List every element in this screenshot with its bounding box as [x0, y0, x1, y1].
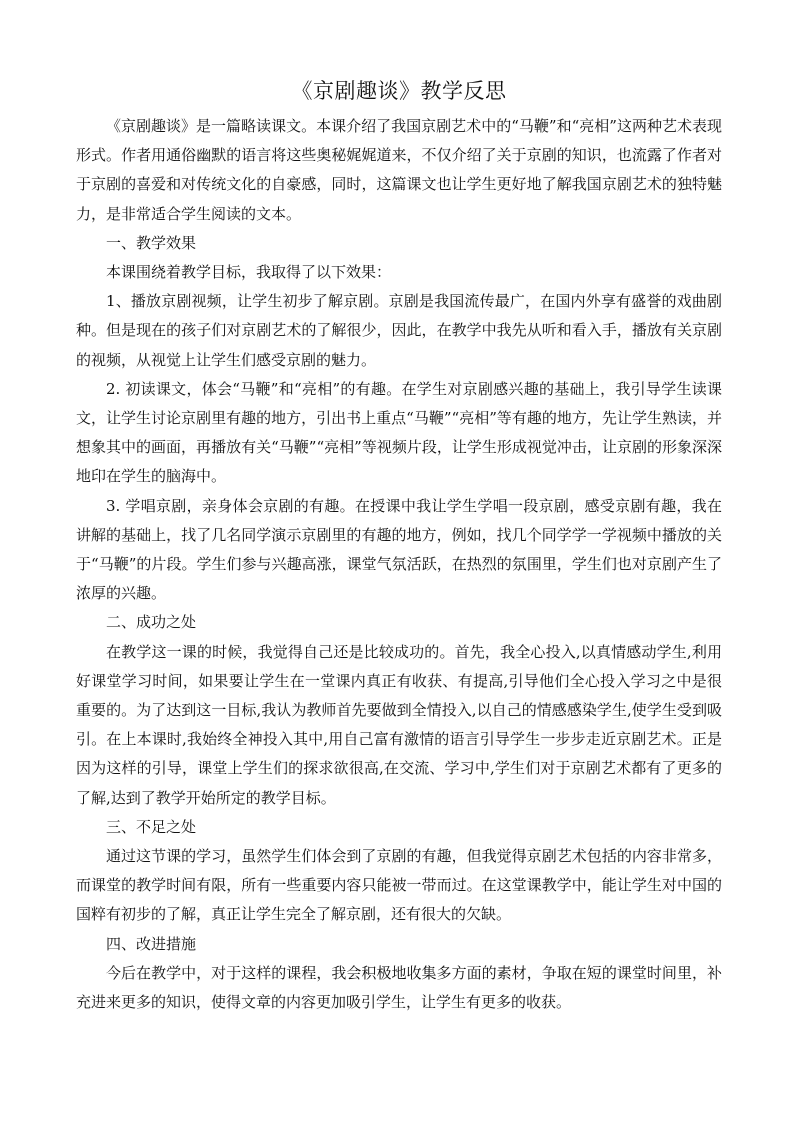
- document-title: 《京剧趣谈》教学反思: [291, 79, 507, 103]
- section4-paragraph: 今后在教学中，对于这样的课程，我会积极地收集多方面的素材，争取在短的课堂时间里，补充进来更多的知识，使得文章的内容更加吸引学生，让学生有更多的收获。: [76, 963, 722, 1012]
- section1-item-3: 3. 学唱京剧，亲身体会京剧的有趣。在授课中我让学生学唱一段京剧，感受京剧有趣，我在讲解的基础上，找了几名同学演示京剧里的有趣的地方，例如，找几个同学学一学视频中播放的关于“马鞭”的片段。学生们参与兴趣高涨，课堂气氛活跃，在热烈的氛围里，学生们也对京剧产生了浓厚的兴趣。: [76, 496, 722, 603]
- intro-paragraph: 《京剧趣谈》是一篇略读课文。本课介绍了我国京剧艺术中的“马鞭”和“亮相”这两种艺术表现形式。作者用通俗幽默的语言将这些奥秘娓娓道来，不仅介绍了关于京剧的知识，也流露了作者对于京剧的喜爱和对传统文化的自豪感，同时，这篇课文也让学生更好地了解我国京剧艺术的独特魅力，是非常适合学生阅读的文本。: [76, 117, 722, 223]
- section3-paragraph: 通过这节课的学习，虽然学生们体会到了京剧的有趣，但我觉得京剧艺术包括的内容非常多，而课堂的教学时间有限，所有一些重要内容只能被一带而过。在这堂课教学中，能让学生对中国的国粹有初步的了解，真正让学生完全了解京剧，还有很大的欠缺。: [76, 847, 722, 924]
- section1-lead-paragraph: 本课围绕着教学目标，我取得了以下效果：: [106, 263, 392, 282]
- section1-item-2: 2. 初读课文，体会“马鞭”和“亮相”的有趣。在学生对京剧感兴趣的基础上，我引导学生读课文，让学生讨论京剧里有趣的地方，引出书上重点“马鞭”“亮相”等有趣的地方，先让学生熟读，并想象其中的画面，再播放有关“马鞭”“亮相”等视频片段，让学生形成视觉冲击，让京剧的形象深深地印在学生的脑海中。: [76, 379, 722, 486]
- document-page: [76, 76, 722, 1017]
- section-heading-improvements: 四、改进措施: [106, 934, 197, 953]
- section-heading-teaching-effect: 一、教学效果: [106, 233, 197, 252]
- section1-item-1: 1、播放京剧视频，让学生初步了解京剧。京剧是我国流传最广，在国内外享有盛誉的戏曲剧种。但是现在的孩子们对京剧艺术的了解很少，因此，在教学中我先从听和看入手，播放有关京剧的视频，从视觉上让学生们感受京剧的魅力。: [76, 292, 722, 369]
- section-heading-shortcomings: 三、不足之处: [106, 817, 197, 836]
- section-heading-success: 二、成功之处: [106, 613, 197, 632]
- section2-paragraph: 在教学这一课的时候，我觉得自己还是比较成功的。首先，我全心投入,以真情感动学生,利用好课堂学习时间，如果要让学生在一堂课内真正有收获、有提高,引导他们全心投入学习之中是很重要的。为了达到这一目标,我认为教师首先要做到全情投入,以自己的情感感染学生,使学生受到吸引。在上本课时,我始终全神投入其中,用自己富有激情的语言引导学生一步步走近京剧艺术。正是因为这样的引导，课堂上学生们的探求欲很高,在交流、学习中,学生们对于京剧艺术都有了更多的了解,达到了教学开始所定的教学目标。: [76, 642, 722, 807]
